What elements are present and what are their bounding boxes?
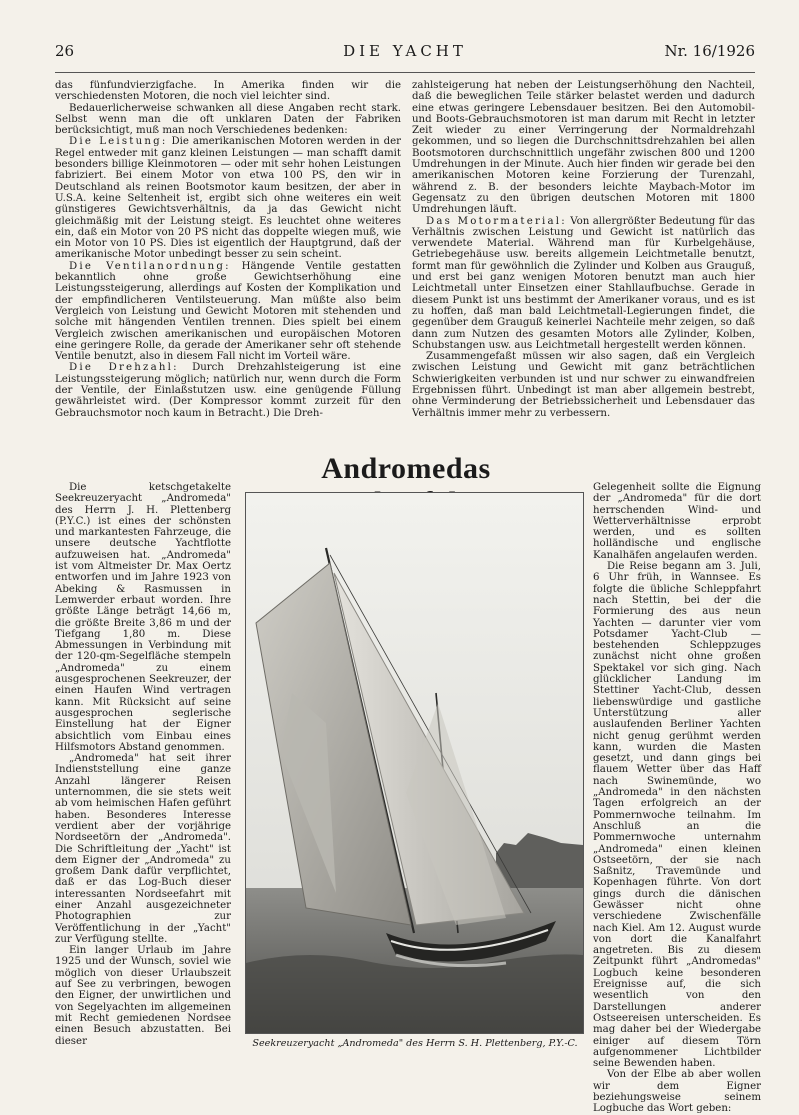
- paragraph-text: Die amerikanischen Motoren werden in der Regel entweder mit ganz kleinen Leistungen — man schafft damit besonders billige Kleinmotoren — oder mit sehr hohen Leistungen fabriziert. Bei einem Motor von etwa 100 PS, den wir in Deutschland als reinen Bootsmotor kaum besitzen, der aber in U.S.A. keine Seltenheit ist, ergibt sich ohne weiteres ein weit günstigeres Gewichtsverhältnis, da ja das Gewicht nicht gleichmäßig mit der Leistung steigt. Es leuchtet ohne weiteres ein, daß ein Motor von 20 PS nicht das doppelte wiegen muß, wie ein Motor von 10 PS. Dies ist eigentlich der Hauptgrund, daß der amerikanische Motor unbedingt besser zu sein scheint.: [55, 136, 401, 261]
- paragraph: Die ketschgetakelte Seekreuzeryacht „Andromeda" des Herrn J. H. Plettenberg (P.Y.C.) ist eines der schönsten und markantesten Fahrzeuge, die unsere deutsche Yachtflotte aufzuweisen hat. „Andromeda" ist vom Altmeister Dr. Max Oertz entworfen und im Jahre 1923 von Abeking & Rasmussen in Lemwerder erbaut worden. Ihre größte Länge beträgt 14,66 m, die größte Breite 3,86 m und der Tiefgang 1,80 m. Diese Abmessungen in Verbindung mit der 120-qm-Segelfläche stempeln „Andromeda" zu einem ausgesprochenen Seekreuzer, der einen Haufen Wind vertragen kann. Mit Rücksicht auf seine ausgesprochen seglerische Einstellung hat der Eigner absichtlich vom Einbau eines Hilfsmotors Abstand genommen.: [55, 482, 231, 753]
- paragraph: zahlsteigerung hat neben der Leistungserhöhung den Nachteil, daß die beweglichen Teile stärker belastet werden und dadurch eine etwas geringere Lebensdauer besitzen. Bei den Automobil- und Boots-Gebrauchsmotoren ist man darum mit Recht in letzter Zeit wieder zu einer Verringerung der Normaldrehzahl gekommen, und so liegen die Durchschnittsdrehzahlen bei allen Bootsmotoren durchschnittlich ungefähr zwischen 800 und 1200 Umdrehungen in der Minute. Auch hier finden wir gerade bei den amerikanischen Motoren keine Forzierung der Turenzahl, während z. B. der besonders leichte Maybach-Motor im Gegensatz zu den übrigen deutschen Motoren mit 1800 Umdrehungen läuft.: [412, 80, 755, 216]
- sailing-yacht-illustration: [246, 493, 583, 1033]
- paragraph: Ein langer Urlaub im Jahre 1925 und der Wunsch, soviel wie möglich von dieser Urlaubszeit auf See zu verbringen, bewogen den Eigner, der unwirtlichen und von Segelyachten im allgemeinen mit Recht gemiedenen Nordsee einen Besuch abzustatten. Bei dieser: [55, 945, 231, 1047]
- paragraph: Die Reise begann am 3. Juli, 6 Uhr früh, in Wannsee. Es folgte die übliche Schleppfahrt nach Stettin, bei der die Formierung des aus neun Yachten — darunter vier vom Potsdamer Yacht-Club — bestehenden Schleppzuges zunächst nicht ohne großen Spektakel vor sich ging. Nach glücklicher Landung im Stettiner Yacht-Club, dessen liebenswürdige und gastliche Unterstützung aller auslaufenden Berliner Yachten nicht genug gerühmt werden kann, wurden die Masten gesetzt, und dann gings bei flauem Wetter über das Haff nach Swinemünde, wo „Andromeda" in den nächsten Tagen erfolgreich an der Pommernwoche teilnahm. Im Anschluß an die Pommernwoche unternahm „Andromeda" einen kleinen Ostseetörn, der sie nach Saßnitz, Travemünde und Kopenhagen führte. Von dort gings durch die dänischen Gewässer nicht ohne verschiedene Zwischenfälle nach Kiel. Am 12. August wurde von dort die Kanalfahrt angetreten. Bis zu diesem Zeitpunkt führt „Andromedas" Logbuch keine besonderen Ereignisse auf, die sich wesentlich von den Darstellungen anderer Ostseereisen unterscheiden. Es mag daher bei der Wiedergabe einiger auf diesem Törn aufgenommener Lichtbilder seine Bewenden haben.: [593, 561, 761, 1070]
- paragraph: Gelegenheit sollte die Eignung der „Andromeda" für die dort herrschenden Wind- und Wetterverhältnisse erprobt werden, und es sollten holländische und englische Kanalhäfen angelaufen werden.: [593, 482, 761, 561]
- yacht-photo: [245, 492, 584, 1034]
- article-left-column: [55, 482, 231, 1047]
- page-header: [55, 42, 755, 68]
- top-left-column: [55, 80, 401, 419]
- paragraph: Von der Elbe ab aber wollen wir dem Eigner beziehungsweise seinem Logbuche das Wort geben:: [593, 1069, 761, 1115]
- paragraph: [55, 136, 401, 260]
- top-right-column: [412, 80, 755, 419]
- header-rule: [55, 72, 755, 73]
- paragraph: das fünfundvierzigfache. In Amerika finden wir die verschiedensten Motoren, die noch viel leichter sind.: [55, 80, 401, 103]
- section-lead: Die Drehzahl:: [69, 362, 179, 374]
- section-lead: Die Leistung:: [69, 136, 168, 148]
- article-right-column: [593, 482, 761, 1115]
- paragraph: Bedauerlicherweise schwanken all diese Angaben recht stark. Selbst wenn man die oft unklaren Daten der Fabriken berücksichtigt, muß man noch Verschiedenes bedenken:: [55, 102, 401, 137]
- photo-caption: Seekreuzeryacht „Andromeda" des Herrn S. H. Plettenberg, P.Y.-C.: [252, 1038, 578, 1049]
- paragraph-text: Durch Drehzahlsteigerung ist eine Leistungssteigerung möglich; natürlich nur, wenn durch die Form der Ventile, der Einlaßstutzen usw. eine genügende Füllung gewährleistet wird. (Der Kompressor kommt zurzeit für den Gebrauchsmotor noch kaum in Betracht.) Die Dreh-: [55, 362, 401, 419]
- journal-title: DIE YACHT: [343, 42, 467, 60]
- paragraph: Zusammengefaßt müssen wir also sagen, daß ein Vergleich zwischen Leistung und Gewicht mit ganz beträchtlichen Schwierigkeiten verbunden ist und nur schwer zu einwandfreien Ergebnissen führt. Unbedingt ist man aber allgemein bestrebt, ohne Verminderung der Betriebssicherheit und Lebensdauer das Verhältnis immer mehr zu verbessern.: [412, 351, 755, 419]
- paragraph-text: Hängende Ventile gestatten bekanntlich ohne große Gewichtserhöhung eine Leistungssteigerung, allerdings auf Kosten der Komplikation und der empfindlicheren Ventilsteuerung. Man müßte also beim Vergleich von Leistung und Gewicht Motoren mit stehenden und solche mit hängenden Ventilen trennen. Dies spielt bei einem Vergleich zwischen amerikanischen und europäischen Motoren eine geringere Rolle, da gerade der Amerikaner sehr oft stehende Ventile benutzt, also in diesem Fall nicht im Vorteil wäre.: [55, 260, 401, 363]
- section-lead: Die Ventilanordnung:: [69, 260, 231, 272]
- paragraph: [412, 216, 755, 352]
- paragraph: „Andromeda" hat seit ihrer Indienststellung eine ganze Anzahl längerer Reisen unternommen, die sie stets weit ab vom heimischen Hafen geführt haben. Besonderes Interesse verdient aber der vorjährige Nordseetörn der „Andromeda". Die Schriftleitung der „Yacht" ist dem Eigner der „Andromeda" zu großem Dank dafür verpflichtet, daß er das Log-Buch dieser interessanten Nordseefahrt mit einer Anzahl ausgezeichneter Photographien zur Veröffentlichung in der „Yacht" zur Verfügung stellte.: [55, 753, 231, 945]
- article-title: Andromedas: [321, 452, 491, 485]
- issue-number: Nr. 16/1926: [664, 42, 755, 60]
- section-lead: Das Motormaterial:: [426, 215, 567, 227]
- page-number: 26: [55, 42, 75, 60]
- paragraph: [55, 261, 401, 363]
- paragraph-text: Von allergrößter Bedeutung für das Verhältnis zwischen Leistung und Gewicht ist natürlich das verwendete Material. Während man für Kurbelgehäuse, Getriebegehäuse usw. bereits allgemein Leichtmetalle benutzt, formt man für gewöhnlich die Zylinder und Kolben aus Grauguß, und erst bei ganz wenigen Motoren benutzt man auch hier Leichtmetall unter Einsetzen einer Stahllaufbuchse. Gerade in diesem Punkt ist uns bestimmt der Amerikaner voraus, und es ist zu hoffen, daß man bald Leichtmetall-Legierungen findet, die gegenüber dem Grauguß keinerlei Nachteile mehr zeigen, so daß dann zum Nutzen des gesamten Motors alle Zylinder, Kolben, Schubstangen usw. aus Leichtmetall hergestellt werden können.: [412, 215, 755, 351]
- paragraph: [55, 362, 401, 418]
